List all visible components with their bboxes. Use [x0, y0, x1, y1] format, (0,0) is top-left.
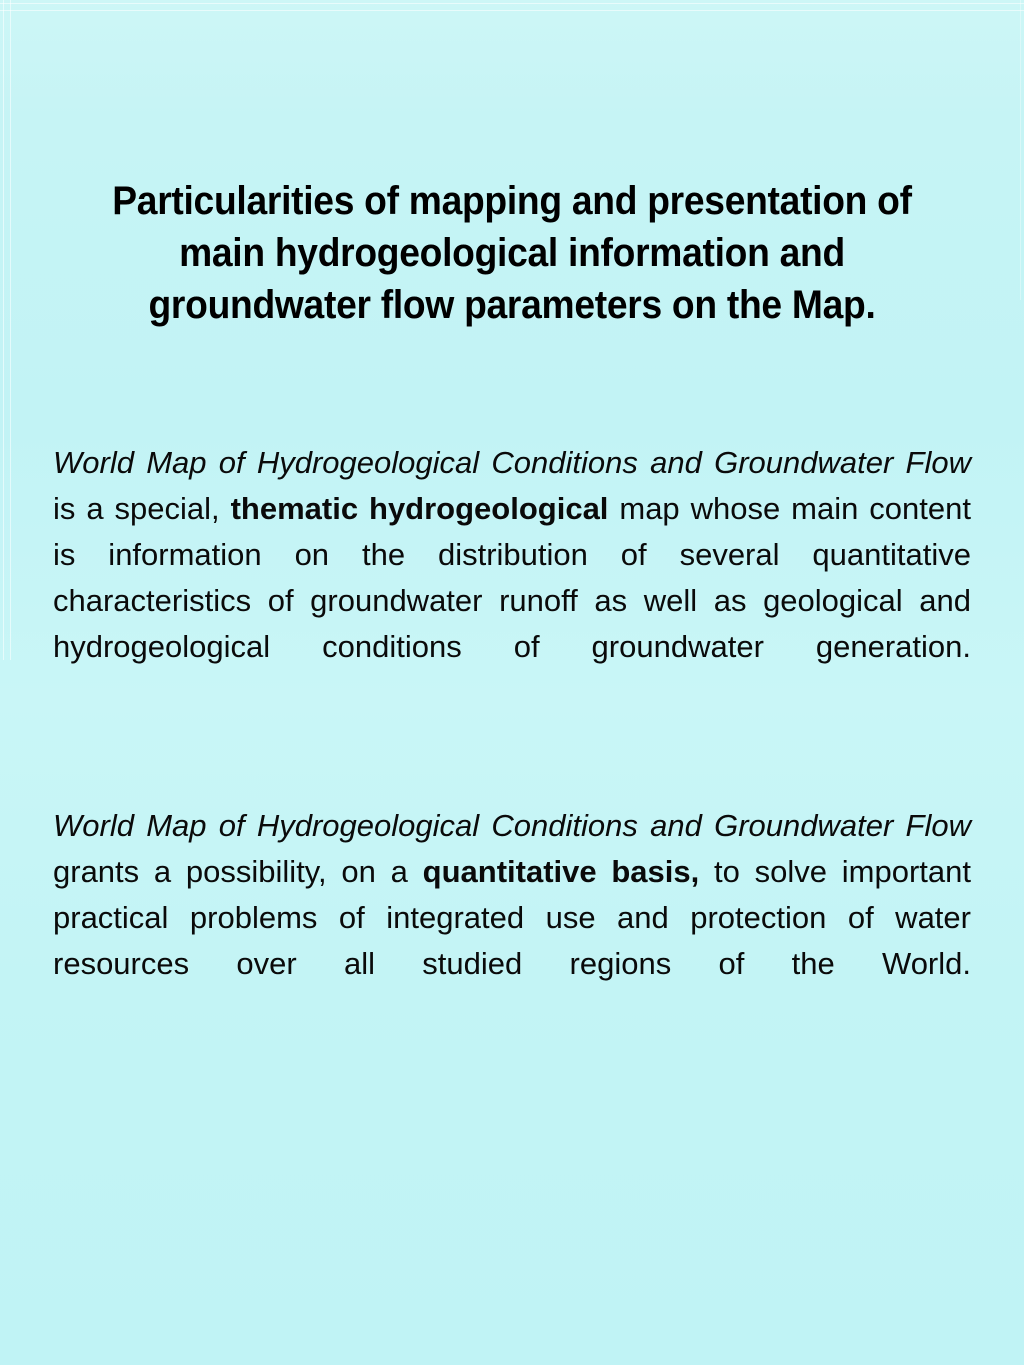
paragraph-1-run-bold: thematic hydrogeological [230, 491, 609, 526]
paragraph-2-run-italic: World Map of Hydrogeological Conditions and Groundwater Flow [53, 808, 971, 843]
paragraph-1-run-normal-b: map whose main content is information on the distribution of several quantitative characteristics of groundwater runoff as well as geological and hydrogeological conditions of groundwater generation. [53, 491, 971, 664]
paragraph-2-run-bold: quantitative basis, [422, 854, 700, 889]
frame-line-left-outer [3, 0, 4, 660]
paragraph-1 [53, 440, 971, 716]
paragraph-1-block [53, 440, 971, 716]
slide-title: Particularities of mapping and presentation of main hydrogeological information and groundwater flow parameters on the Map. [112, 179, 912, 327]
paragraph-2-block [53, 803, 971, 1033]
paragraph-2-run-normal-a: grants a possibility, on a [53, 854, 423, 889]
paragraph-2-run-normal-b: to solve important practical problems of integrated use and protection of water resources over all studied regions of the World. [53, 854, 971, 981]
frame-line-left-inner [10, 0, 11, 660]
paragraph-1-run-normal-a: is a special, [53, 491, 231, 526]
slide-content [53, 0, 971, 1365]
paragraph-2 [53, 803, 971, 1033]
frame-line-right-outer [1020, 0, 1021, 300]
paragraph-1-run-italic: World Map of Hydrogeological Conditions and Groundwater Flow [53, 445, 971, 480]
